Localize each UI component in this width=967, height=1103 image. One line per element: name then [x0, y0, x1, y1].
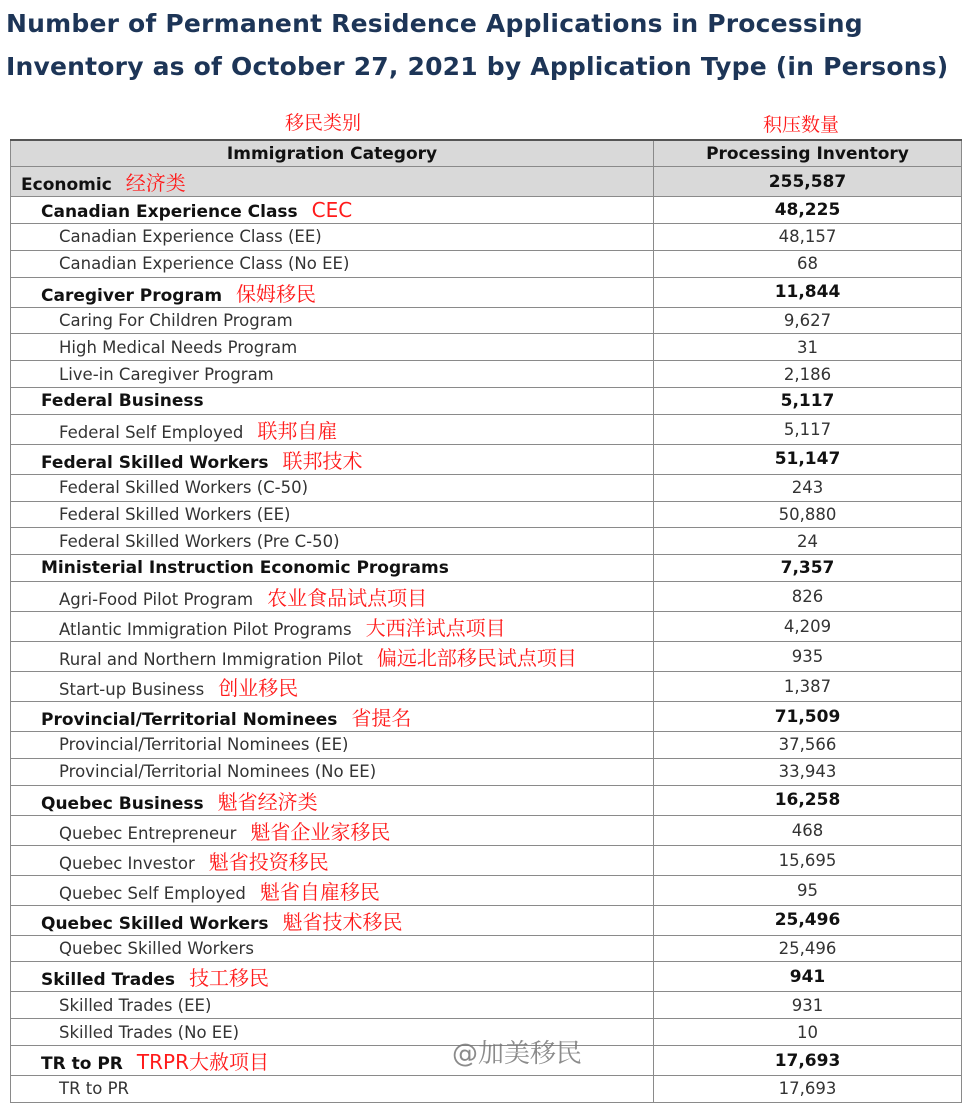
category-annotation: 移民类别 — [285, 112, 362, 134]
column-header-category: Immigration Category — [11, 140, 654, 167]
category-label: Federal Skilled Workers — [41, 452, 269, 473]
category-label: Federal Business — [41, 390, 204, 411]
inventory-value: 10 — [654, 1019, 962, 1046]
category-cell — [11, 672, 654, 702]
category-label: Caregiver Program — [41, 285, 223, 306]
category-cell — [11, 815, 654, 845]
inventory-value: 5,117 — [654, 414, 962, 444]
category-cell — [11, 758, 654, 785]
inventory-value: 37,566 — [654, 732, 962, 759]
category-cell — [11, 905, 654, 935]
chinese-annotation: TRPR大赦项目 — [136, 1050, 269, 1075]
table-row — [11, 992, 962, 1019]
table-row — [11, 307, 962, 334]
chinese-annotation: 魁省经济类 — [217, 789, 318, 814]
inventory-value: 17,693 — [654, 1076, 962, 1103]
inventory-value: 468 — [654, 815, 962, 845]
inventory-value: 11,844 — [654, 277, 962, 307]
table-row — [11, 501, 962, 528]
table-row — [11, 414, 962, 444]
inventory-value: 7,357 — [654, 555, 962, 582]
category-cell — [11, 612, 654, 642]
category-cell — [11, 702, 654, 732]
inventory-value: 71,509 — [654, 702, 962, 732]
inventory-value: 1,387 — [654, 672, 962, 702]
category-cell — [11, 250, 654, 277]
inventory-value: 33,943 — [654, 758, 962, 785]
category-cell — [11, 732, 654, 759]
chinese-annotation: 保姆移民 — [236, 281, 317, 306]
category-cell — [11, 277, 654, 307]
category-label: Canadian Experience Class (No EE) — [59, 254, 350, 274]
table-row — [11, 702, 962, 732]
inventory-value: 9,627 — [654, 307, 962, 334]
table-row — [11, 167, 962, 197]
table-row — [11, 444, 962, 474]
category-label: Quebec Entrepreneur — [59, 823, 237, 843]
inventory-value: 935 — [654, 642, 962, 672]
table-row — [11, 528, 962, 555]
inventory-value: 25,496 — [654, 905, 962, 935]
chinese-annotation: 魁省企业家移民 — [250, 819, 391, 844]
chinese-annotation: 联邦技术 — [282, 448, 363, 473]
category-cell — [11, 845, 654, 875]
inventory-value: 4,209 — [654, 612, 962, 642]
category-label: Skilled Trades (No EE) — [59, 1022, 240, 1042]
category-cell — [11, 642, 654, 672]
chinese-annotation: 创业移民 — [218, 676, 299, 701]
table-row — [11, 815, 962, 845]
table-row — [11, 732, 962, 759]
category-label: Quebec Skilled Workers — [41, 913, 269, 934]
table-row — [11, 277, 962, 307]
inventory-value: 48,157 — [654, 224, 962, 251]
category-cell — [11, 501, 654, 528]
table-row — [11, 582, 962, 612]
category-label: Quebec Self Employed — [59, 883, 246, 903]
table-row — [11, 224, 962, 251]
category-label: Rural and Northern Immigration Pilot — [59, 650, 363, 670]
category-cell — [11, 167, 654, 197]
category-label: Provincial/Territorial Nominees (EE) — [59, 735, 349, 755]
chinese-annotation: 农业食品试点项目 — [267, 586, 428, 611]
category-cell — [11, 875, 654, 905]
category-cell — [11, 444, 654, 474]
category-cell — [11, 307, 654, 334]
inventory-value: 243 — [654, 474, 962, 501]
category-label: Federal Skilled Workers (Pre C-50) — [59, 531, 340, 551]
category-cell — [11, 992, 654, 1019]
table-row — [11, 250, 962, 277]
table-body — [11, 167, 962, 1103]
category-label: High Medical Needs Program — [59, 337, 298, 357]
category-label: Caring For Children Program — [59, 311, 293, 331]
chinese-annotation: 技工移民 — [189, 966, 270, 991]
chinese-annotation: 联邦自雇 — [257, 418, 338, 443]
category-cell — [11, 582, 654, 612]
chinese-annotation: 魁省投资移民 — [208, 849, 329, 874]
inventory-value: 5,117 — [654, 388, 962, 415]
table-row — [11, 935, 962, 962]
table-row — [11, 845, 962, 875]
category-label: Federal Skilled Workers (EE) — [59, 505, 291, 525]
category-label: Provincial/Territorial Nominees — [41, 710, 338, 731]
inventory-value: 95 — [654, 875, 962, 905]
inventory-value: 68 — [654, 250, 962, 277]
category-label: Skilled Trades — [41, 970, 176, 991]
table-row — [11, 474, 962, 501]
table-row — [11, 672, 962, 702]
category-cell — [11, 528, 654, 555]
category-label: Ministerial Instruction Economic Programs — [41, 558, 449, 579]
inventory-table — [10, 139, 962, 1103]
table-row — [11, 612, 962, 642]
category-label: Quebec Skilled Workers — [59, 939, 254, 959]
category-label: Start-up Business — [59, 680, 205, 700]
category-label: Provincial/Territorial Nominees (No EE) — [59, 762, 377, 782]
table-row — [11, 642, 962, 672]
inventory-value: 255,587 — [654, 167, 962, 197]
inventory-value: 826 — [654, 582, 962, 612]
column-header-inventory: Processing Inventory — [654, 140, 962, 167]
category-label: Live-in Caregiver Program — [59, 364, 274, 384]
inventory-value: 15,695 — [654, 845, 962, 875]
table-row — [11, 334, 962, 361]
category-cell — [11, 962, 654, 992]
category-label: Quebec Investor — [59, 853, 195, 873]
table-row — [11, 905, 962, 935]
inventory-value: 48,225 — [654, 197, 962, 224]
chinese-annotation: CEC — [311, 198, 353, 223]
category-cell — [11, 474, 654, 501]
category-cell — [11, 414, 654, 444]
inventory-value: 50,880 — [654, 501, 962, 528]
category-cell — [11, 224, 654, 251]
inventory-value: 25,496 — [654, 935, 962, 962]
category-label: Agri-Food Pilot Program — [59, 590, 254, 610]
table-header-row — [11, 140, 962, 167]
chinese-annotation: 魁省技术移民 — [282, 909, 403, 934]
category-cell — [11, 935, 654, 962]
category-cell — [11, 197, 654, 224]
table-row — [11, 785, 962, 815]
table-row — [11, 388, 962, 415]
category-label: Federal Self Employed — [59, 422, 244, 442]
category-label: Canadian Experience Class — [41, 202, 298, 223]
category-label: Economic — [21, 175, 112, 196]
inventory-value: 51,147 — [654, 444, 962, 474]
category-label: TR to PR — [41, 1054, 123, 1075]
category-label: Quebec Business — [41, 793, 204, 814]
category-label: Federal Skilled Workers (C-50) — [59, 478, 309, 498]
chinese-annotation: 魁省自雇移民 — [259, 879, 380, 904]
table-row — [11, 875, 962, 905]
watermark: @加美移民 — [452, 1039, 583, 1069]
table-row — [11, 555, 962, 582]
category-cell — [11, 785, 654, 815]
chinese-annotation: 经济类 — [125, 171, 186, 196]
category-cell — [11, 555, 654, 582]
category-label: Atlantic Immigration Pilot Programs — [59, 620, 352, 640]
inventory-value: 931 — [654, 992, 962, 1019]
chinese-annotation: 大西洋试点项目 — [365, 616, 506, 641]
category-label: Skilled Trades (EE) — [59, 995, 212, 1015]
table-row — [11, 197, 962, 224]
page-title: Number of Permanent Residence Applications in Processing Inventory as of October 27, 2021 by Application Type (in Persons) — [6, 9, 949, 81]
inventory-value: 941 — [654, 962, 962, 992]
inventory-value: 16,258 — [654, 785, 962, 815]
chinese-annotation: 省提名 — [351, 706, 412, 731]
table-row — [11, 758, 962, 785]
category-cell — [11, 334, 654, 361]
category-label: TR to PR — [59, 1079, 130, 1099]
inventory-value: 31 — [654, 334, 962, 361]
category-cell — [11, 361, 654, 388]
inventory-value: 24 — [654, 528, 962, 555]
category-label: Canadian Experience Class (EE) — [59, 227, 322, 247]
inventory-value: 17,693 — [654, 1046, 962, 1076]
table-row — [11, 962, 962, 992]
chinese-annotation: 偏远北部移民试点项目 — [376, 646, 577, 671]
category-cell — [11, 388, 654, 415]
inventory-value: 2,186 — [654, 361, 962, 388]
inventory-annotation: 积压数量 — [763, 114, 840, 136]
table-row — [11, 361, 962, 388]
